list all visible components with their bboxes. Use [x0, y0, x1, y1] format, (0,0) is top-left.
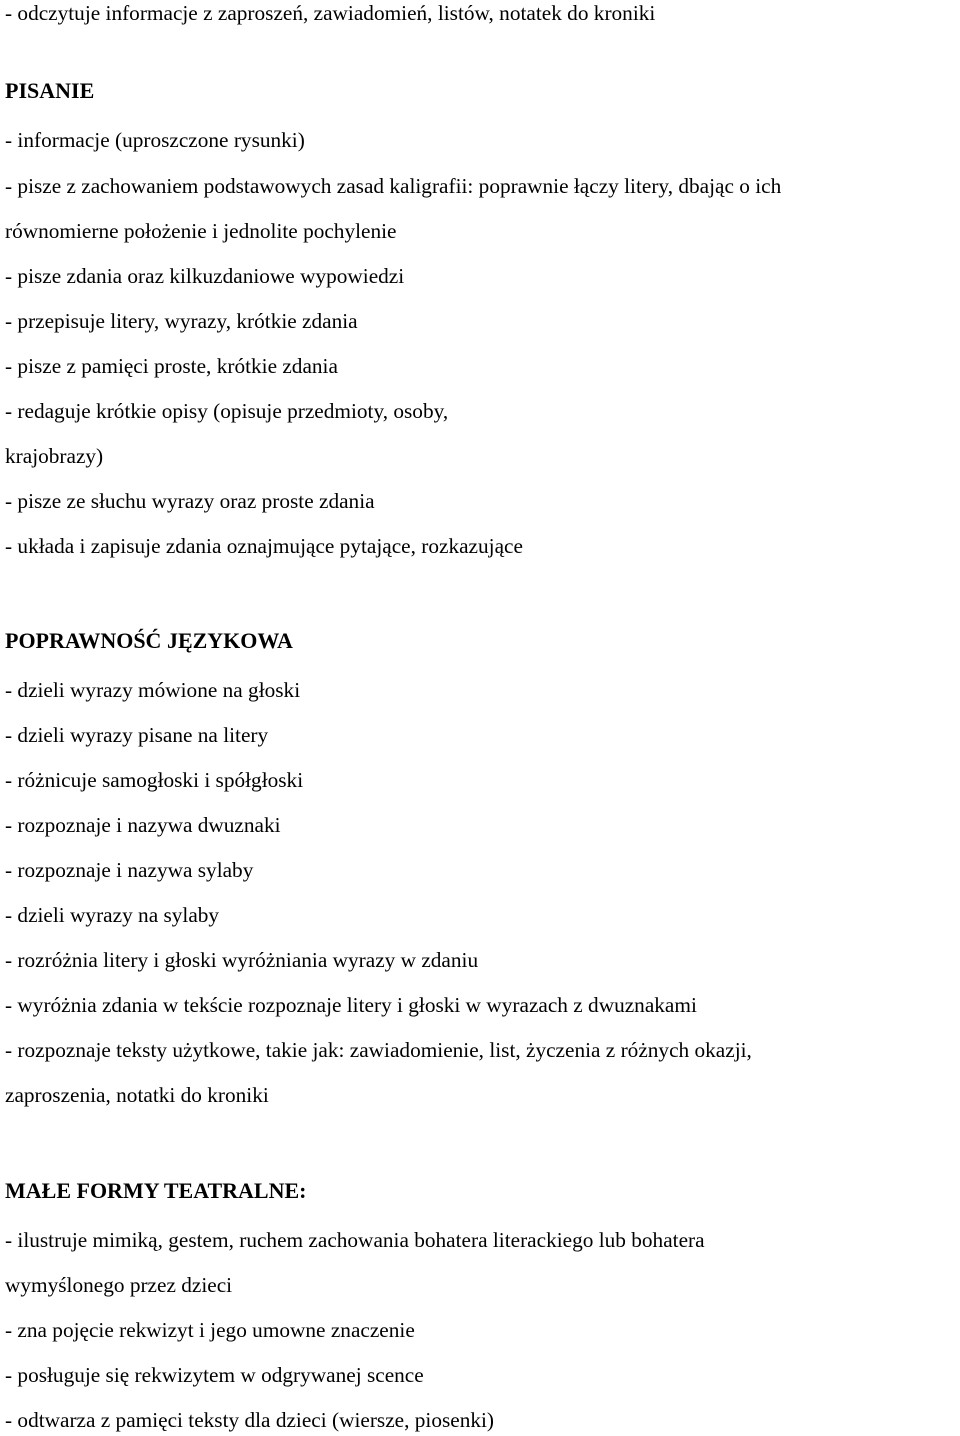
list-item: - redaguje krótkie opisy (opisuje przedmioty, osoby, — [5, 399, 449, 423]
list-item: - różnicuje samogłoski i spółgłoski — [5, 768, 304, 792]
list-item: - pisze zdania oraz kilkuzdaniowe wypowiedzi — [5, 264, 405, 288]
list-item: - pisze ze słuchu wyrazy oraz proste zdania — [5, 489, 375, 513]
list-item: - zna pojęcie rekwizyt i jego umowne znaczenie — [5, 1318, 415, 1342]
list-item: - odtwarza z pamięci teksty dla dzieci (wiersze, piosenki) — [5, 1408, 495, 1432]
list-item: wymyślonego przez dzieci — [5, 1273, 233, 1297]
section-heading-male-formy-teatralne: MAŁE FORMY TEATRALNE: — [5, 1178, 307, 1203]
list-item: - rozpoznaje teksty użytkowe, takie jak: zawiadomienie, list, życzenia z różnych okazji, — [5, 1038, 752, 1062]
list-item: zaproszenia, notatki do kroniki — [5, 1083, 269, 1107]
list-item: - dzieli wyrazy na sylaby — [5, 903, 220, 927]
section-heading-poprawnosc-jezykowa: POPRAWNOŚĆ JĘZYKOWA — [5, 628, 293, 653]
list-item: - ilustruje mimiką, gestem, ruchem zachowania bohatera literackiego lub bohatera — [5, 1228, 705, 1252]
list-item: - pisze z zachowaniem podstawowych zasad kaligrafii: poprawnie łączy litery, dbając o ich — [5, 174, 782, 198]
list-item: - dzieli wyrazy mówione na głoski — [5, 678, 301, 702]
list-item: - rozróżnia litery i głoski wyróżniania wyrazy w zdaniu — [5, 948, 479, 972]
list-item: - posługuje się rekwizytem w odgrywanej scence — [5, 1363, 424, 1387]
list-item: równomierne położenie i jednolite pochylenie — [5, 219, 397, 243]
list-item: - informacje (uproszczone rysunki) — [5, 128, 305, 152]
list-item: krajobrazy) — [5, 444, 104, 468]
intro-line: - odczytuje informacje z zaproszeń, zawiadomień, listów, notatek do kroniki — [5, 1, 656, 25]
list-item: - rozpoznaje i nazywa sylaby — [5, 858, 254, 882]
list-item: - przepisuje litery, wyrazy, krótkie zdania — [5, 309, 358, 333]
section-heading-pisanie: PISANIE — [5, 78, 95, 103]
list-item: - dzieli wyrazy pisane na litery — [5, 723, 269, 747]
list-item: - układa i zapisuje zdania oznajmujące pytające, rozkazujące — [5, 534, 523, 558]
list-item: - rozpoznaje i nazywa dwuznaki — [5, 813, 281, 837]
list-item: - pisze z pamięci proste, krótkie zdania — [5, 354, 338, 378]
list-item: - wyróżnia zdania w tekście rozpoznaje litery i głoski w wyrazach z dwuznakami — [5, 993, 697, 1017]
